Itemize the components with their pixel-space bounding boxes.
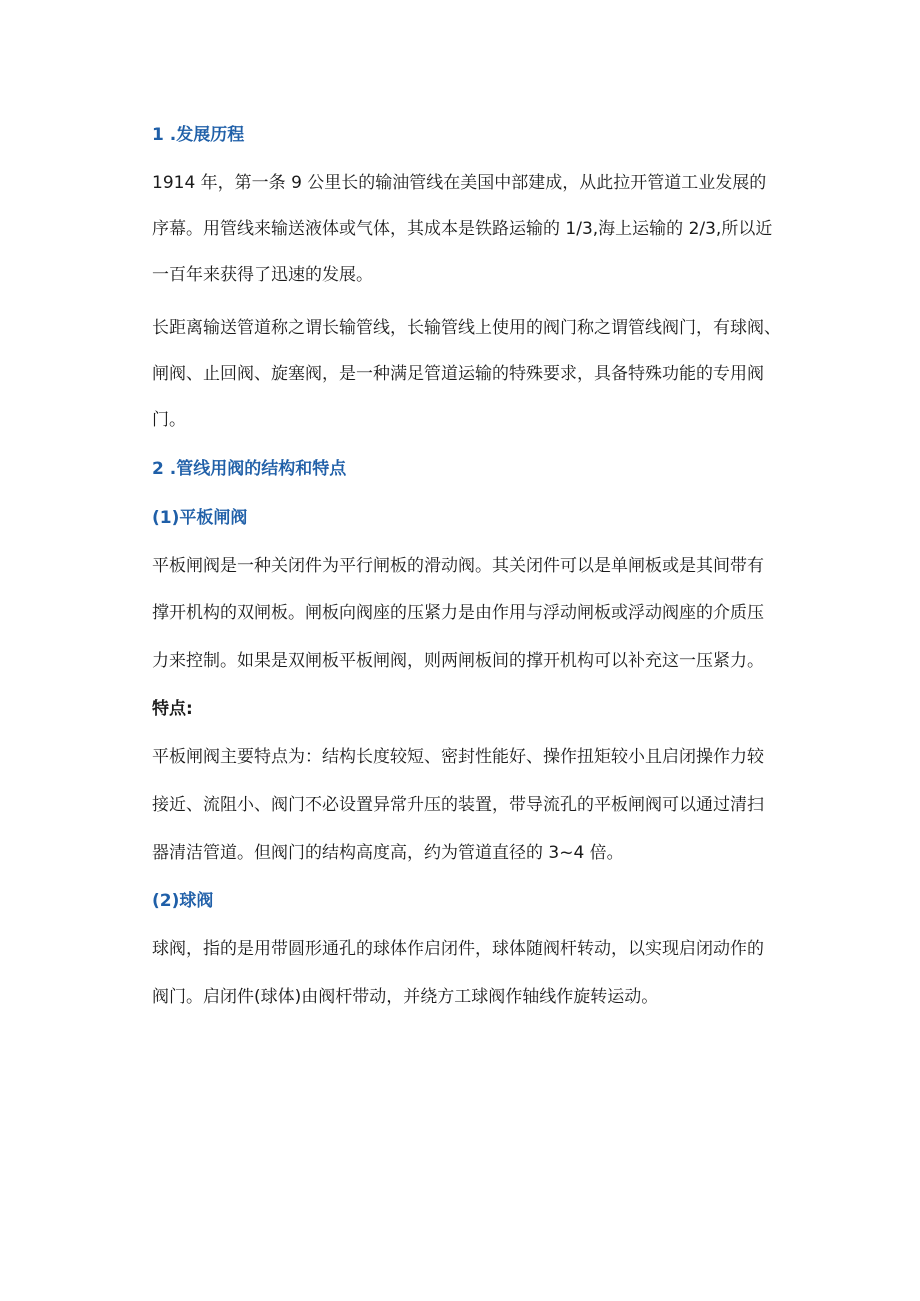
subsection-2-heading: (2)球阀: [152, 891, 214, 911]
section-1-heading: 1 .发展历程: [152, 125, 245, 145]
features-line-1: 平板闸阀主要特点为：结构长度较短、密封性能好、操作扭矩较小且启闭操作力较: [152, 747, 764, 767]
subsection-2-para-line-2: 阀门。启闭件(球体)由阀杆带动，并绕方工球阀作轴线作旋转运动。: [152, 987, 659, 1007]
subsection-1-para-line-3: 力来控制。如果是双闸板平板闸阀，则两闸板间的撑开机构可以补充这一压紧力。: [152, 651, 764, 671]
section-1-para-1-line-1: 1914 年，第一条 9 公里长的输油管线在美国中部建成，从此拉开管道工业发展的: [152, 173, 767, 193]
section-1-para-2-line-1: 长距离输送管道称之谓长输管线，长输管线上使用的阀门称之谓管线阀门，有球阀、: [152, 318, 781, 338]
subsection-1-heading: (1)平板闸阀: [152, 508, 248, 528]
features-label: 特点:: [152, 699, 193, 719]
features-line-3: 器清洁管道。但阀门的结构高度高，约为管道直径的 3~4 倍。: [152, 843, 624, 863]
section-1-para-1-line-3: 一百年来获得了迅速的发展。: [152, 265, 373, 285]
section-2-heading: 2 .管线用阀的结构和特点: [152, 459, 347, 479]
subsection-1-para-line-1: 平板闸阀是一种关闭件为平行闸板的滑动阀。其关闭件可以是单闸板或是其间带有: [152, 556, 764, 576]
section-1-para-2-line-2: 闸阀、止回阀、旋塞阀，是一种满足管道运输的特殊要求，具备特殊功能的专用阀: [152, 364, 764, 384]
features-line-2: 接近、流阻小、阀门不必设置异常升压的装置，带导流孔的平板闸阀可以通过清扫: [152, 795, 764, 815]
subsection-2-para-line-1: 球阀，指的是用带圆形通孔的球体作启闭件，球体随阀杆转动，以实现启闭动作的: [152, 939, 764, 959]
subsection-1-para-line-2: 撑开机构的双闸板。闸板向阀座的压紧力是由作用与浮动闸板或浮动阀座的介质压: [152, 603, 764, 623]
section-1-para-2-line-3: 门。: [152, 410, 186, 430]
section-1-para-1-line-2: 序幕。用管线来输送液体或气体，其成本是铁路运输的 1/3,海上运输的 2/3,所以近: [152, 219, 773, 239]
